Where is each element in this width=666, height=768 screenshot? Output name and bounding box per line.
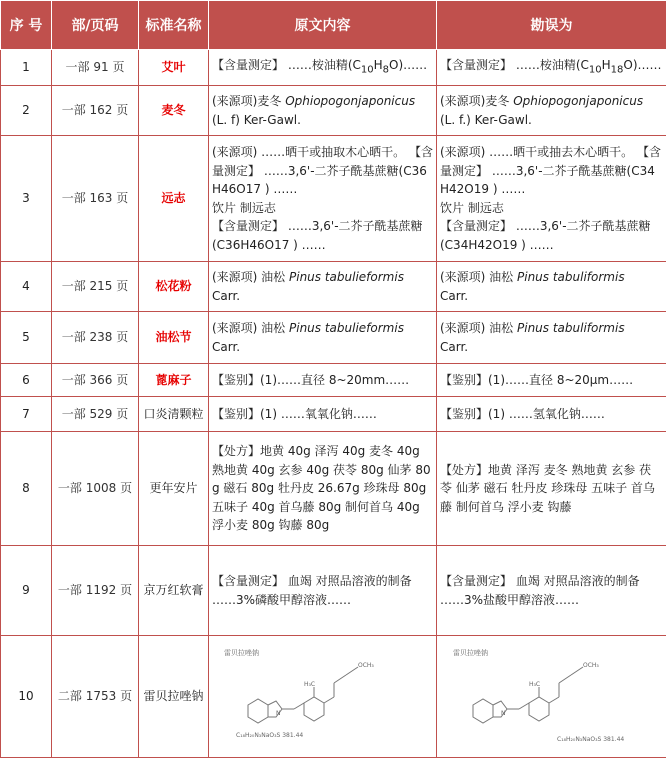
row-corrected: (来源项) ……晒干或抽去木心晒干。 【含量测定】 ……3,6'-二芥子酰基蔗糖(C34H42O19 ) …… 饮片 制远志 【含量测定】 ……3,6'-二芥子酰基蔗糖(C34H42O19 ) …… — [437, 136, 666, 262]
row-page: 一部 366 页 — [52, 364, 139, 397]
svg-text:N: N — [275, 709, 280, 717]
row-original — [209, 636, 437, 758]
row-original: 【鉴别】(1) ……氧氧化钠…… — [209, 397, 437, 432]
row-no: 3 — [1, 136, 52, 262]
chemical-structure-image — [218, 643, 428, 751]
structure-caption: 雷贝拉唑钠 — [223, 648, 259, 657]
row-page: 二部 1753 页 — [52, 636, 139, 758]
header-corrected: 勘误为 — [437, 1, 666, 50]
row-page: 一部 1008 页 — [52, 432, 139, 546]
row-name: 松花粉 — [139, 262, 209, 312]
table-row — [1, 397, 666, 432]
row-no: 10 — [1, 636, 52, 758]
header-row — [1, 1, 666, 50]
table-row — [1, 432, 666, 546]
row-page: 一部 163 页 — [52, 136, 139, 262]
row-no: 4 — [1, 262, 52, 312]
table-row — [1, 136, 666, 262]
row-corrected: 【鉴别】(1)……直径 8~20μm…… — [437, 364, 666, 397]
row-name: 艾叶 — [139, 50, 209, 86]
row-corrected: (来源项) 油松 Pinus tabuliformis Carr. — [437, 312, 666, 364]
row-no: 8 — [1, 432, 52, 546]
row-no: 1 — [1, 50, 52, 86]
row-original: 【处方】地黄 40g 泽泻 40g 麦冬 40g 熟地黄 40g 玄参 40g 茯苓 80g 仙茅 80g 磁石 80g 牡丹皮 26.67g 珍珠母 80g 五味子 40g 首乌藤 80g 制何首乌 40g 浮小麦 80g 钩藤 80g — [209, 432, 437, 546]
row-name: 远志 — [139, 136, 209, 262]
structure-formula: C₁₈H₂₀N₃NaO₃S 381.44 — [556, 735, 624, 743]
row-no: 6 — [1, 364, 52, 397]
table-row — [1, 364, 666, 397]
row-page: 一部 238 页 — [52, 312, 139, 364]
chemical-structure-image — [447, 643, 657, 751]
row-name: 口炎清颗粒 — [139, 397, 209, 432]
row-corrected: 【处方】地黄 泽泻 麦冬 熟地黄 玄参 茯苓 仙茅 磁石 牡丹皮 珍珠母 五味子 首乌藤 制何首乌 浮小麦 钩藤 — [437, 432, 666, 546]
table-row — [1, 312, 666, 364]
table-row — [1, 262, 666, 312]
header-original: 原文内容 — [209, 1, 437, 50]
row-original: (来源项)麦冬 Ophiopogonjaponicus (L. f) Ker-Gawl. — [209, 86, 437, 136]
svg-text:N: N — [500, 709, 505, 717]
row-name: 蓖麻子 — [139, 364, 209, 397]
row-original: 【鉴别】(1)……直径 8~20mm…… — [209, 364, 437, 397]
structure-formula: C₁₈H₂₀N₃NaO₃S 381.44 — [235, 731, 303, 739]
svg-text:OCH₃: OCH₃ — [582, 661, 599, 669]
row-original: 【含量测定】 血竭 对照品溶液的制备 ……3%磷酸甲醇溶液…… — [209, 546, 437, 636]
svg-text:H₃C: H₃C — [303, 680, 315, 688]
row-corrected: (来源项) 油松 Pinus tabuliformis Carr. — [437, 262, 666, 312]
structure-caption: 雷贝拉唑钠 — [452, 648, 488, 657]
row-page: 一部 215 页 — [52, 262, 139, 312]
row-original: (来源项) 油松 Pinus tabulieformis Carr. — [209, 312, 437, 364]
table-row — [1, 546, 666, 636]
row-no: 7 — [1, 397, 52, 432]
row-original: (来源项) ……晒干或抽取木心晒干。 【含量测定】 ……3,6'-二芥子酰基蔗糖(C36H46O17 ) …… 饮片 制远志 【含量测定】 ……3,6'-二芥子酰基蔗糖(C36H46O17 ) …… — [209, 136, 437, 262]
table-row — [1, 636, 666, 758]
svg-text:H₃C: H₃C — [528, 680, 540, 688]
row-page: 一部 91 页 — [52, 50, 139, 86]
row-name: 京万红软膏 — [139, 546, 209, 636]
row-name: 油松节 — [139, 312, 209, 364]
row-original: (来源项) 油松 Pinus tabulieformis Carr. — [209, 262, 437, 312]
svg-text:OCH₃: OCH₃ — [357, 661, 374, 669]
row-corrected: (来源项)麦冬 Ophiopogonjaponicus (L. f.) Ker-Gawl. — [437, 86, 666, 136]
header-no: 序 号 — [1, 1, 52, 50]
row-corrected: 【含量测定】 血竭 对照品溶液的制备 ……3%盐酸甲醇溶液…… — [437, 546, 666, 636]
row-name: 雷贝拉唑钠 — [139, 636, 209, 758]
row-page: 一部 529 页 — [52, 397, 139, 432]
row-original: 【含量测定】 ……桉油精$(C_{10}H_8O)\dots\dots$ — [209, 50, 437, 86]
row-corrected: 【含量测定】 ……桉油精$(C_{10}H_{18}O)\dots\dots$ — [437, 50, 666, 86]
table-row — [1, 50, 666, 86]
table-row — [1, 86, 666, 136]
row-page: 一部 1192 页 — [52, 546, 139, 636]
row-name: 麦冬 — [139, 86, 209, 136]
row-name: 更年安片 — [139, 432, 209, 546]
row-corrected: 【鉴别】(1) ……氢氧化钠…… — [437, 397, 666, 432]
row-no: 9 — [1, 546, 52, 636]
header-name: 标准名称 — [139, 1, 209, 50]
header-page: 部/页码 — [52, 1, 139, 50]
row-no: 5 — [1, 312, 52, 364]
row-corrected — [437, 636, 666, 758]
row-page: 一部 162 页 — [52, 86, 139, 136]
row-no: 2 — [1, 86, 52, 136]
